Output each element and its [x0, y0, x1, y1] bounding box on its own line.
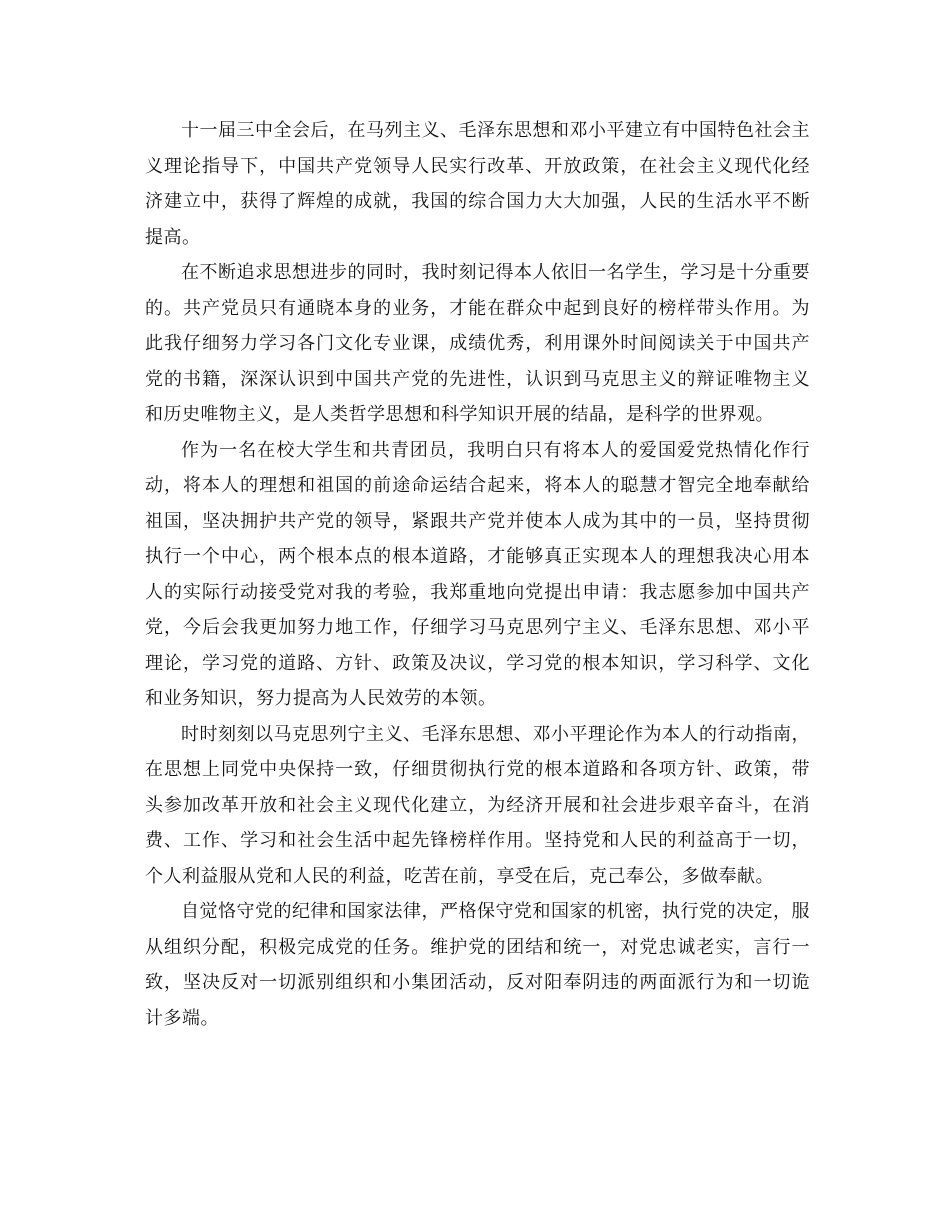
document-body	[145, 113, 810, 1036]
paragraph-5: 自觉恪守党的纪律和国家法律，严格保守党和国家的机密，执行党的决定，服从组织分配，积极完成党的任务。维护党的团结和统一，对党忠诚老实，言行一致，坚决反对一切派别组织和小集团活动，反对阳奉阴违的两面派行为和一切诡计多端。	[145, 901, 810, 1029]
paragraph-3: 作为一名在校大学生和共青团员，我明白只有将本人的爱国爱党热情化作行动，将本人的理想和祖国的前途命运结合起来，将本人的聪慧才智完全地奉献给祖国，坚决拥护共产党的领导，紧跟共产党并使本人成为其中的一员，坚持贯彻执行一个中心，两个根本点的根本道路，才能够真正实现本人的理想我决心用本人的实际行动接受党对我的考验，我郑重地向党提出申请：我志愿参加中国共产党，今后会我更加努力地工作，仔细学习马克思列宁主义、毛泽东思想、邓小平理论，学习党的道路、方针、政策及决议，学习党的根本知识，学习科学、文化和业务知识，努力提高为人民效劳的本领。	[145, 439, 810, 709]
paragraph-1: 十一届三中全会后，在马列主义、毛泽东思想和邓小平建立有中国特色社会主义理论指导下，中国共产党领导人民实行改革、开放政策，在社会主义现代化经济建立中，获得了辉煌的成就，我国的综合国力大大加强，人民的生活水平不断提高。	[145, 120, 810, 248]
paragraph-4: 时时刻刻以马克思列宁主义、毛泽东思想、邓小平理论作为本人的行动指南，在思想上同党中央保持一致，仔细贯彻执行党的根本道路和各项方针、政策，带头参加改革开放和社会主义现代化建立，为经济开展和社会进步艰辛奋斗，在消费、工作、学习和社会生活中起先锋榜样作用。坚持党和人民的利益高于一切，个人利益服从党和人民的利益，吃苦在前，享受在后，克己奉公，多做奉献。	[145, 723, 810, 887]
paragraph-2: 在不断追求思想进步的同时，我时刻记得本人依旧一名学生，学习是十分重要的。共产党员只有通晓本身的业务，才能在群众中起到良好的榜样带头作用。为此我仔细努力学习各门文化专业课，成绩优秀，利用课外时间阅读关于中国共产党的书籍，深深认识到中国共产党的先进性，认识到马克思主义的辩证唯物主义和历史唯物主义，是人类哲学思想和科学知识开展的结晶，是科学的世界观。	[145, 262, 810, 425]
